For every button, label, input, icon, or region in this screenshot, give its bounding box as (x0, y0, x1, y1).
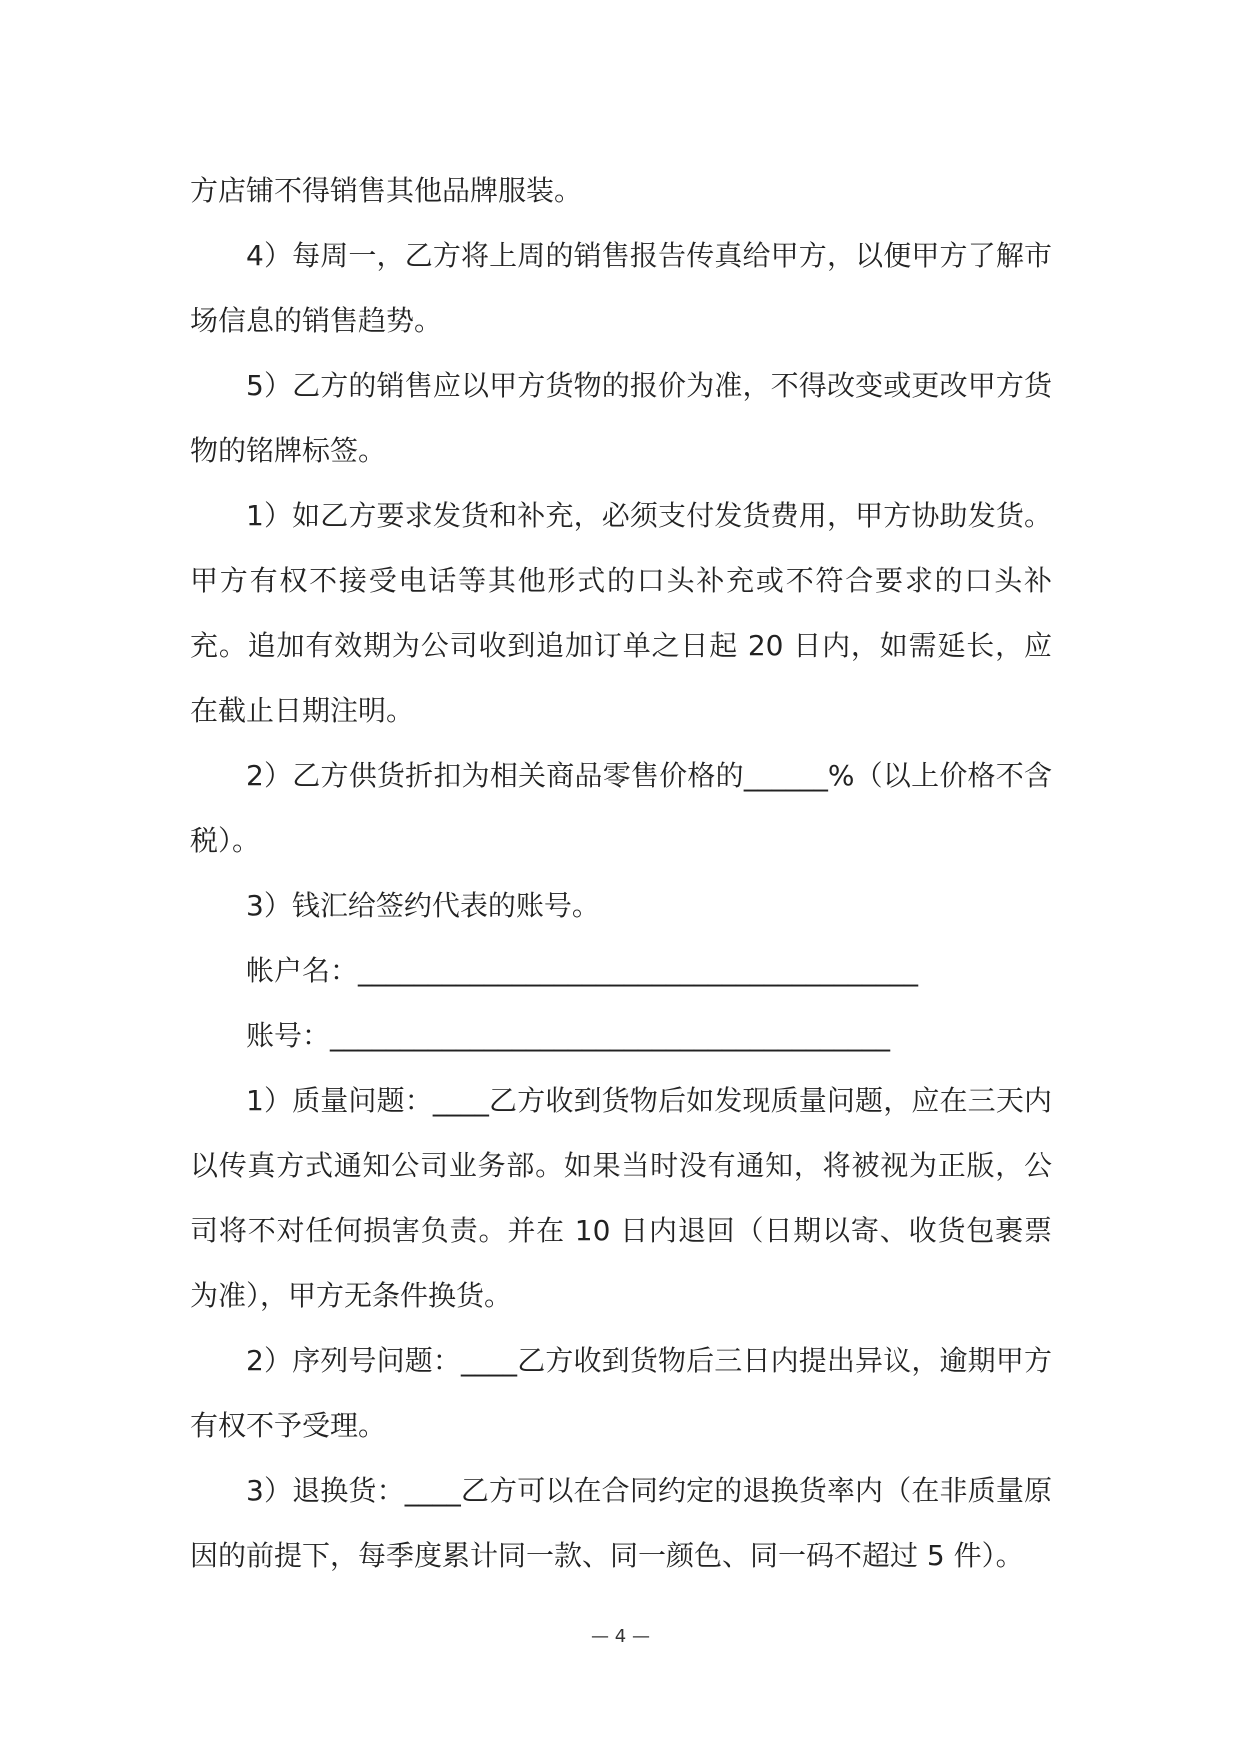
paragraph: 2）序列号问题：____乙方收到货物后三日内提出异议，逾期甲方有权不予受理。 (190, 1344, 1052, 1442)
account-number-line: 账号：________________________________________ (246, 1019, 891, 1052)
paragraph: 1）如乙方要求发货和补充，必须支付发货费用，甲方协助发货。甲方有权不接受电话等其他形式的口头补充或不符合要求的口头补充。追加有效期为公司收到追加订单之日起 20 日内，如需延长，应在截止日期注明。 (190, 499, 1052, 727)
paragraph: 3）钱汇给签约代表的账号。 (246, 889, 600, 922)
page-number: — 4 — (591, 1626, 650, 1647)
paragraph: 1）质量问题：____乙方收到货物后如发现质量问题，应在三天内以传真方式通知公司业务部。如果当时没有通知，将被视为正版，公司将不对任何损害负责。并在 10 日内退回（日期以寄、收货包裹票为准），甲方无条件换货。 (190, 1084, 1052, 1312)
document-body (190, 158, 1052, 1588)
paragraph: 方店铺不得销售其他品牌服装。 (190, 174, 583, 207)
paragraph: 3）退换货：____乙方可以在合同约定的退换货率内（在非质量原因的前提下，每季度累计同一款、同一颜色、同一码不超过 5 件）。 (190, 1474, 1052, 1572)
paragraph: 2）乙方供货折扣为相关商品零售价格的______%（以上价格不含税）。 (190, 759, 1052, 857)
paragraph: 4）每周一，乙方将上周的销售报告传真给甲方，以便甲方了解市场信息的销售趋势。 (190, 239, 1052, 337)
paragraph: 5）乙方的销售应以甲方货物的报价为准，不得改变或更改甲方货物的铭牌标签。 (190, 369, 1052, 467)
account-name-line: 帐户名：________________________________________ (246, 954, 919, 987)
